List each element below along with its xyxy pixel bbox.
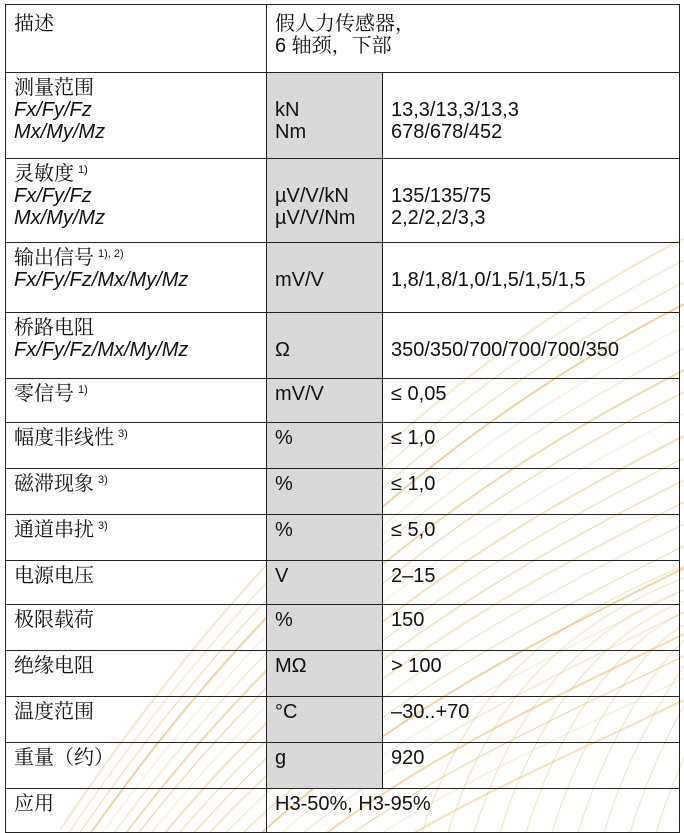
sensitivity-unit-force: µV/V/kN — [275, 185, 349, 207]
product-variant: 6 轴颈，下部 — [275, 35, 392, 57]
sensitivity-unit-cell — [267, 159, 383, 243]
range-label: 测量范围 — [14, 77, 94, 99]
zero-footnote: 1) — [78, 384, 88, 396]
sensitivity-value-cell — [383, 159, 680, 243]
insul-value: > 100 — [391, 655, 442, 677]
limit-unit: % — [275, 609, 293, 631]
sensitivity-unit-moment: µV/V/Nm — [275, 207, 356, 229]
sensitivity-sub-moment: Mx/My/Mz — [14, 207, 106, 229]
spec-row-crosstalk — [6, 515, 680, 561]
weight-value-cell — [383, 743, 680, 789]
nonlin-value: ≤ 1,0 — [391, 427, 436, 449]
spec-row-application — [6, 789, 680, 833]
nonlin-unit: % — [275, 427, 293, 449]
header-label-cell — [6, 5, 267, 73]
product-cell — [267, 5, 680, 73]
header-row — [6, 5, 680, 73]
output-unit: mV/V — [275, 269, 324, 291]
output-unit-cell — [267, 243, 383, 313]
cross-value-cell — [383, 515, 680, 561]
supply-label-cell — [6, 561, 267, 605]
weight-unit-cell — [267, 743, 383, 789]
zero-value-cell — [383, 379, 680, 423]
temp-label-cell — [6, 697, 267, 743]
spec-row-temperature — [6, 697, 680, 743]
cross-unit: % — [275, 519, 293, 541]
range-unit-cell — [267, 73, 383, 159]
cross-footnote: 3) — [98, 520, 108, 532]
limit-value: 150 — [391, 609, 425, 631]
output-sub: Fx/Fy/Fz/Mx/My/Mz — [14, 269, 189, 291]
temp-unit: °C — [275, 701, 298, 723]
zero-unit-cell — [267, 379, 383, 423]
insul-value-cell — [383, 651, 680, 697]
nonlin-label-cell — [6, 423, 267, 469]
output-value-cell — [383, 243, 680, 313]
nonlin-unit-cell — [267, 423, 383, 469]
sensitivity-value-force: 135/135/75 — [391, 185, 492, 207]
range-unit-moment: Nm — [275, 121, 307, 143]
app-value-cell — [267, 789, 680, 833]
hyst-label: 磁滞现象 — [14, 473, 94, 495]
weight-value: 920 — [391, 747, 425, 769]
spec-row-zero — [6, 379, 680, 423]
supply-label: 电源电压 — [14, 565, 94, 587]
zero-unit: mV/V — [275, 383, 324, 405]
spec-row-output — [6, 243, 680, 313]
bridge-value-cell — [383, 313, 680, 379]
app-value: H3-50%, H3-95% — [275, 793, 431, 815]
sensitivity-label: 灵敏度 — [14, 163, 74, 185]
insul-label: 绝缘电阻 — [14, 655, 94, 677]
insul-label-cell — [6, 651, 267, 697]
temp-unit-cell — [267, 697, 383, 743]
zero-label: 零信号 — [14, 383, 74, 405]
supply-value: 2–15 — [391, 565, 436, 587]
output-label-cell — [6, 243, 267, 313]
hyst-label-cell — [6, 469, 267, 515]
range-value-force: 13,3/13,3/13,3 — [391, 99, 519, 121]
limit-label-cell — [6, 605, 267, 651]
app-label: 应用 — [14, 793, 54, 815]
spec-row-weight — [6, 743, 680, 789]
sensitivity-sub-force: Fx/Fy/Fz — [14, 185, 92, 207]
bridge-label-cell — [6, 313, 267, 379]
hyst-value: ≤ 1,0 — [391, 473, 436, 495]
spec-row-hysteresis — [6, 469, 680, 515]
hyst-footnote: 3) — [98, 474, 108, 486]
supply-unit: V — [275, 565, 289, 587]
range-value-cell — [383, 73, 680, 159]
spec-row-bridge — [6, 313, 680, 379]
spec-row-insulation — [6, 651, 680, 697]
output-footnote: 1), 2) — [98, 248, 124, 260]
product-name: 假人力传感器， — [275, 13, 415, 35]
spec-table — [5, 4, 680, 833]
sensitivity-label-cell — [6, 159, 267, 243]
weight-label-cell — [6, 743, 267, 789]
spec-row-limit — [6, 605, 680, 651]
app-label-cell — [6, 789, 267, 833]
insul-unit-cell — [267, 651, 383, 697]
limit-unit-cell — [267, 605, 383, 651]
spec-row-range — [6, 73, 680, 159]
weight-label: 重量（约） — [14, 747, 114, 769]
sensitivity-value-moment: 2,2/2,2/3,3 — [391, 207, 486, 229]
insul-unit: MΩ — [275, 655, 307, 677]
hyst-unit: % — [275, 473, 293, 495]
supply-value-cell — [383, 561, 680, 605]
bridge-unit-cell — [267, 313, 383, 379]
bridge-unit: Ω — [275, 339, 290, 361]
spec-row-sensitivity — [6, 159, 680, 243]
range-value-moment: 678/678/452 — [391, 121, 503, 143]
nonlin-footnote: 3) — [118, 428, 128, 440]
nonlin-label: 幅度非线性 — [14, 427, 114, 449]
spec-row-supply — [6, 561, 680, 605]
bridge-value: 350/350/700/700/700/350 — [391, 339, 619, 361]
range-unit-force: kN — [275, 99, 300, 121]
cross-value: ≤ 5,0 — [391, 519, 436, 541]
cross-label: 通道串扰 — [14, 519, 94, 541]
range-label-cell — [6, 73, 267, 159]
header-label: 描述 — [14, 13, 54, 35]
zero-label-cell — [6, 379, 267, 423]
limit-label: 极限载荷 — [14, 609, 94, 631]
weight-unit: g — [275, 747, 287, 769]
hyst-value-cell — [383, 469, 680, 515]
temp-value-cell — [383, 697, 680, 743]
sensitivity-footnote: 1) — [78, 164, 88, 176]
bridge-label: 桥路电阻 — [14, 317, 94, 339]
range-sub-force: Fx/Fy/Fz — [14, 99, 92, 121]
range-sub-moment: Mx/My/Mz — [14, 121, 106, 143]
output-label: 输出信号 — [14, 247, 94, 269]
cross-label-cell — [6, 515, 267, 561]
zero-value: ≤ 0,05 — [391, 383, 447, 405]
bridge-sub: Fx/Fy/Fz/Mx/My/Mz — [14, 339, 189, 361]
nonlin-value-cell — [383, 423, 680, 469]
supply-unit-cell — [267, 561, 383, 605]
output-value: 1,8/1,8/1,0/1,5/1,5/1,5 — [391, 269, 586, 291]
limit-value-cell — [383, 605, 680, 651]
temp-label: 温度范围 — [14, 701, 94, 723]
spec-row-nonlinearity — [6, 423, 680, 469]
cross-unit-cell — [267, 515, 383, 561]
hyst-unit-cell — [267, 469, 383, 515]
temp-value: –30..+70 — [391, 701, 470, 723]
